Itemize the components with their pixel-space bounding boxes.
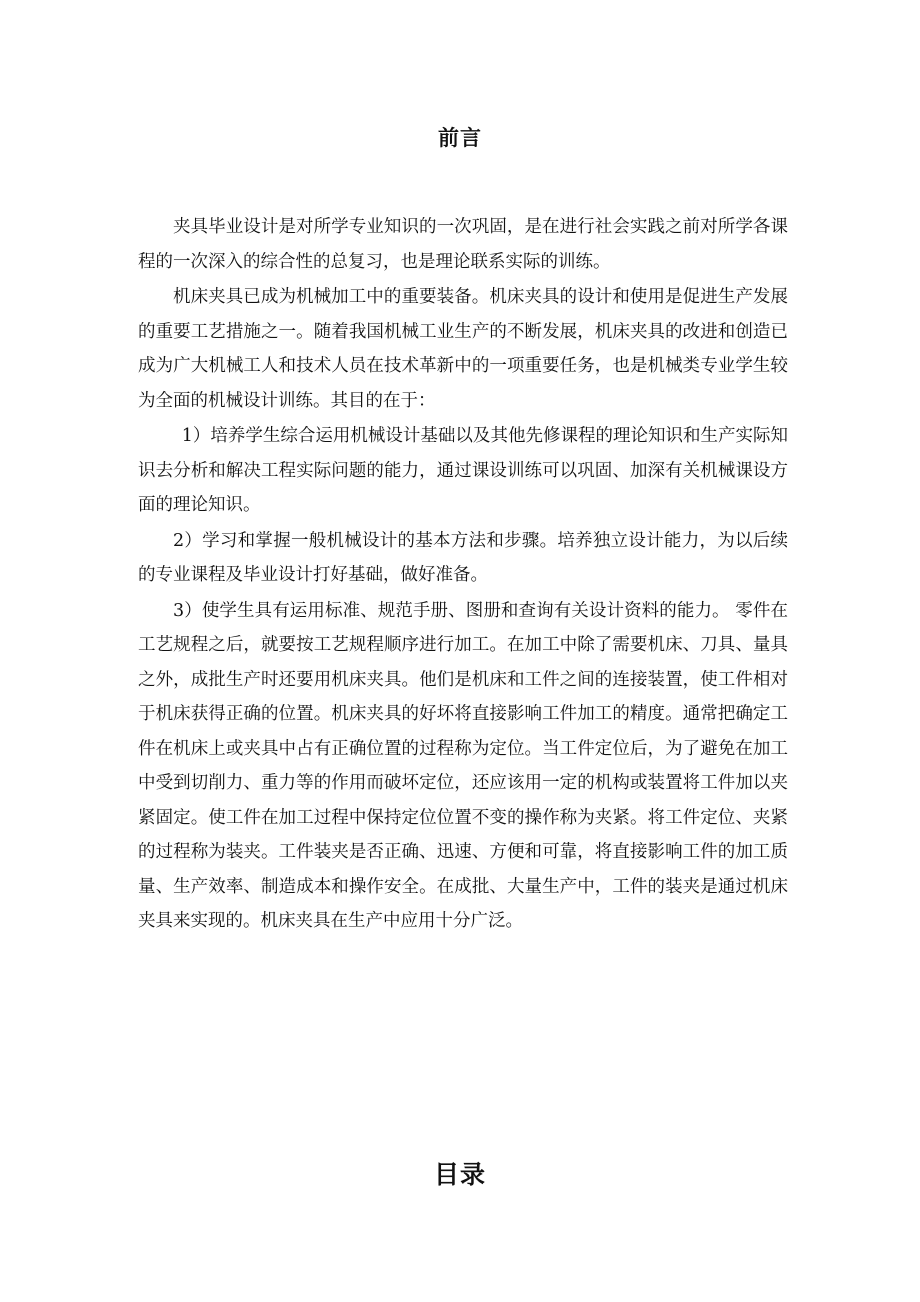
preface-paragraph-intro: 夹具毕业设计是对所学专业知识的一次巩固，是在进行社会实践之前对所学各课程的一次深入的综合性的总复习，也是理论联系实际的训练。 xyxy=(138,217,788,272)
preface-paragraph-goal-1: 1）培养学生综合运用机械设计基础以及其他先修课程的理论知识和生产实际知识去分析和解决工程实际问题的能力，通过课设训练可以巩固、加深有关机械课设方面的理论知识。 xyxy=(138,426,788,515)
preface-paragraph-fixtures: 机床夹具已成为机械加工中的重要装备。机床夹具的设计和使用是促进生产发展的重要工艺措施之一。随着我国机械工业生产的不断发展，机床夹具的改进和创造已成为广大机械工人和技术人员在技术革新中的一项重要任务，也是机械类专业学生较为全面的机械设计训练。其目的在于： xyxy=(138,287,788,411)
toc-title: 目录 xyxy=(433,1160,486,1189)
preface-title: 前言 xyxy=(438,126,482,150)
preface-paragraph-goal-3: 3）使学生具有运用标准、规范手册、图册和查询有关设计资料的能力。 零件在工艺规程之后，就要按工艺规程顺序进行加工。在加工中除了需要机床、刀具、量具之外，成批生产时还要用机床夹具。他们是机床和工件之间的连接装置，使工件相对于机床获得正确的位置。机床夹具的好坏将直接影响工件加工的精度。通常把确定工件在机床上或夹具中占有正确位置的过程称为定位。当工件定位后，为了避免在加工中受到切削力、重力等的作用而破坏定位，还应该用一定的机构或装置将工件加以夹紧固定。使工件在加工过程中保持定位位置不变的操作称为夹紧。将工件定位、夹紧的过程称为装夹。工件装夹是否正确、迅速、方便和可靠，将直接影响工件的加工质量、生产效率、制造成本和操作安全。在成批、大量生产中，工件的装夹是通过机床夹具来实现的。机床夹具在生产中应用十分广泛。 xyxy=(138,600,788,931)
preface-body xyxy=(138,210,788,940)
preface-paragraph-goal-2: 2）学习和掌握一般机械设计的基本方法和步骤。培养独立设计能力，为以后续的专业课程及毕业设计打好基础，做好准备。 xyxy=(138,530,788,585)
